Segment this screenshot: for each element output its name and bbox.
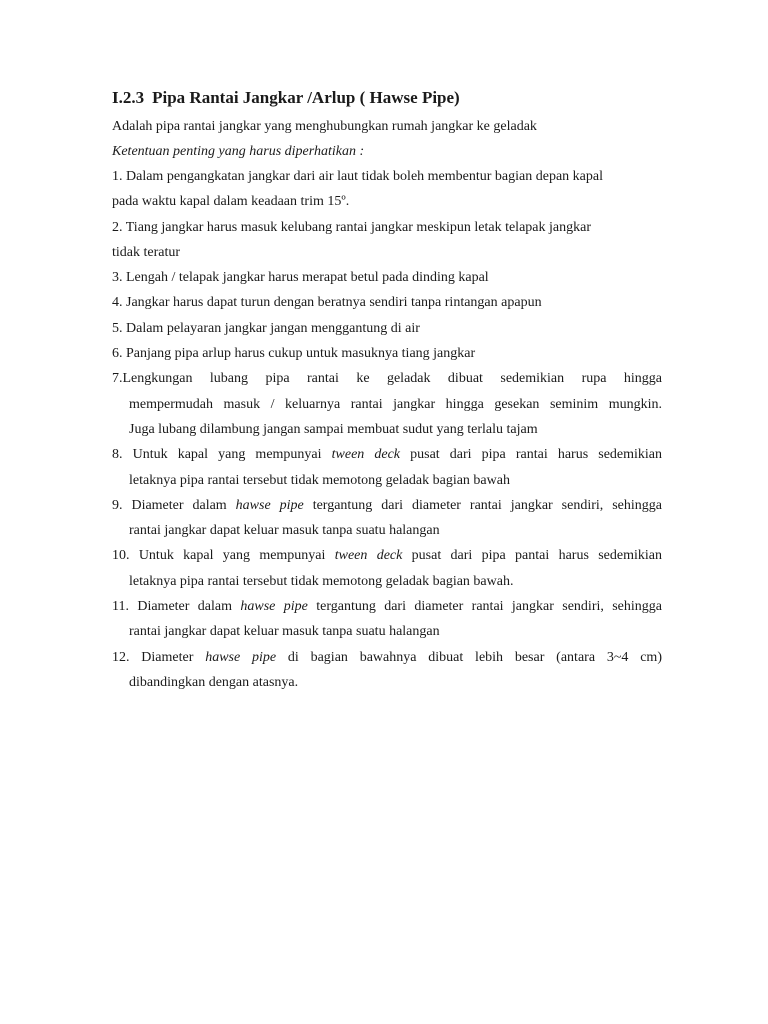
list-item-6 — [112, 341, 662, 366]
section-heading — [112, 86, 662, 110]
list-item-9-term: hawse pipe — [235, 497, 304, 513]
list-item-1-line-2: pada waktu kapal dalam keadaan trim 15º. — [112, 194, 350, 210]
list-item-1-line-1: 1. Dalam pengangkatan jangkar dari air laut tidak boleh membentur bagian depan kapal — [112, 169, 603, 184]
list-item-10-text-end: pusat dari pipa pantai harus sedemikian — [402, 548, 662, 564]
list-item-12-line-2: dibandingkan dengan atasnya. — [129, 674, 299, 690]
list-item-12-text: 12. Diameter — [112, 649, 206, 665]
list-item-11-term: hawse pipe — [240, 599, 308, 615]
list-item-11-line-1 — [112, 594, 662, 619]
section-number: I.2.3 — [112, 88, 145, 107]
list-item-12-line-1 — [112, 645, 662, 670]
list-item-10-text: 10. Untuk kapal yang mempunyai — [112, 548, 335, 564]
requirements-subtitle: Ketentuan penting yang harus diperhatikan : — [112, 144, 365, 159]
list-item-11-text-end: tergantung dari diameter rantai jangkar sendiri, sehingga — [307, 599, 662, 615]
list-item-12-text-end: di bagian bawahnya dibuat lebih besar (antara 3~4 cm) — [276, 649, 662, 665]
list-item-8-text-end: pusat dari pipa rantai harus sedemikian — [400, 447, 662, 463]
list-item-8-term: tween deck — [331, 447, 401, 463]
list-item-1 — [112, 164, 662, 215]
list-item-2-line-2: tidak teratur — [112, 244, 181, 260]
list-item-6-line-1: 6. Panjang pipa arlup harus cukup untuk masuknya tiang jangkar — [112, 346, 476, 362]
list-item-9 — [112, 493, 662, 544]
list-item-11-line-2: rantai jangkar dapat keluar masuk tanpa suatu halangan — [129, 624, 440, 640]
list-item-9-line-2: rantai jangkar dapat keluar masuk tanpa suatu halangan — [129, 523, 440, 539]
list-item-7-line-2: mempermudah masuk / keluarnya rantai jangkar hingga gesekan seminim mungkin. — [129, 396, 662, 412]
list-item-8-line-2: letaknya pipa rantai tersebut tidak memotong geladak bagian bawah — [129, 472, 510, 488]
list-item-10-term: tween deck — [334, 548, 403, 564]
list-item-9-text: 9. Diameter dalam — [112, 497, 236, 513]
list-item-12-term: hawse pipe — [205, 649, 277, 665]
list-item-8-text: 8. Untuk kapal yang mempunyai — [112, 447, 332, 463]
section-title: Pipa Rantai Jangkar /Arlup ( Hawse Pipe) — [152, 88, 460, 107]
list-item-7-line-1: 7.Lengkungan lubang pipa rantai ke geladak dibuat sedemikian rupa hingga — [112, 371, 662, 387]
list-item-4 — [112, 290, 662, 315]
list-item-2-line-1: 2. Tiang jangkar harus masuk kelubang rantai jangkar meskipun letak telapak jangkar — [112, 219, 591, 235]
list-item-8 — [112, 442, 662, 493]
list-item-8-line-1 — [112, 442, 662, 467]
list-item-11-text: 11. Diameter dalam — [112, 599, 241, 615]
document-page — [112, 86, 662, 695]
list-item-3-line-1: 3. Lengah / telapak jangkar harus merapat betul pada dinding kapal — [112, 270, 489, 286]
list-item-10-line-2: letaknya pipa rantai tersebut tidak memotong geladak bagian bawah. — [129, 573, 514, 589]
list-item-10-line-1 — [112, 543, 662, 568]
list-item-5 — [112, 316, 662, 341]
list-item-9-text-end: tergantung dari diameter rantai jangkar sendiri, sehingga — [303, 497, 662, 513]
list-item-7-line-3: Juga lubang dilambung jangan sampai membuat sudut yang terlalu tajam — [129, 421, 538, 437]
list-item-11 — [112, 594, 662, 645]
list-item-3 — [112, 265, 662, 290]
list-item-7 — [112, 366, 662, 442]
list-item-4-line-1: 4. Jangkar harus dapat turun dengan beratnya sendiri tanpa rintangan apapun — [112, 295, 542, 311]
list-item-5-line-1: 5. Dalam pelayaran jangkar jangan menggantung di air — [112, 320, 420, 336]
list-item-12 — [112, 645, 662, 696]
list-item-9-line-1 — [112, 493, 662, 518]
list-item-2 — [112, 215, 662, 266]
intro-paragraph: Adalah pipa rantai jangkar yang menghubungkan rumah jangkar ke geladak — [112, 119, 537, 134]
list-item-10 — [112, 543, 662, 594]
